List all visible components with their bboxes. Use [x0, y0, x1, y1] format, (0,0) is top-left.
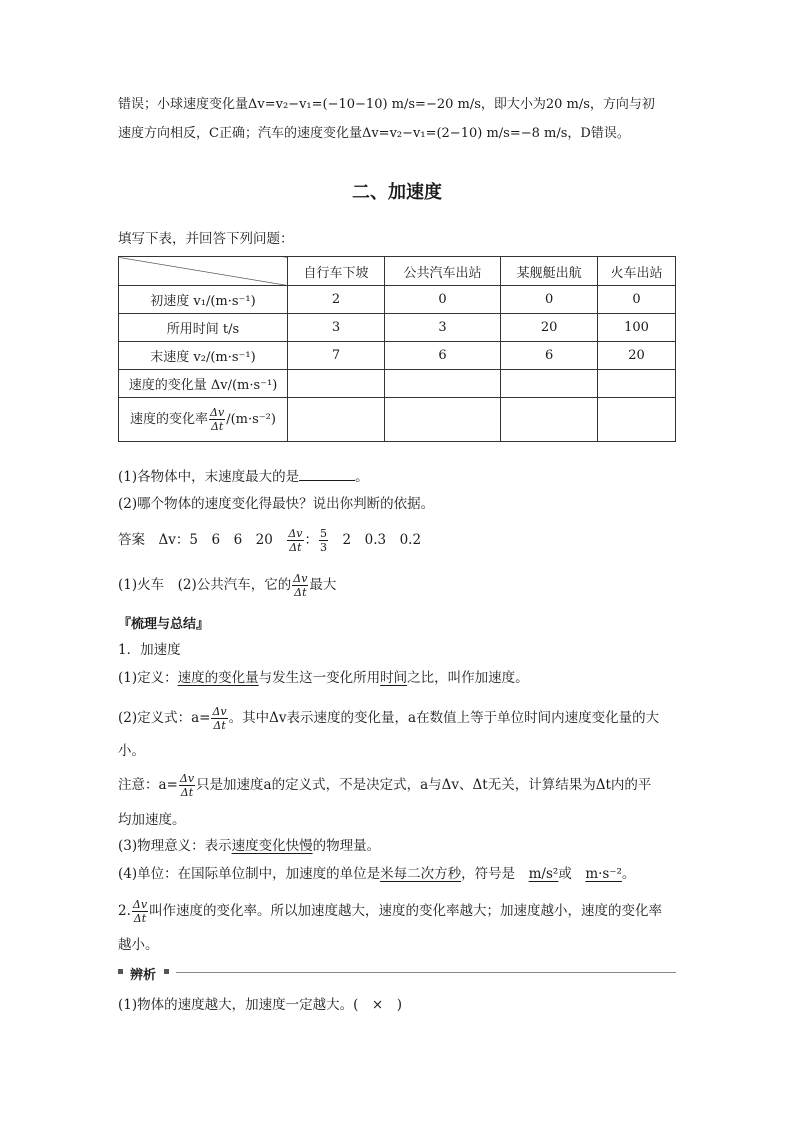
- divider: [176, 972, 676, 973]
- answer-line-2: [118, 570, 336, 600]
- table-cell: 3: [385, 314, 501, 342]
- fraction: [319, 528, 328, 553]
- underlined-term: 时间: [380, 670, 408, 686]
- table-cell: 2: [288, 286, 385, 314]
- formula-continuation: 小。: [118, 743, 145, 759]
- question-1: [118, 466, 369, 487]
- table-cell: [598, 370, 676, 398]
- column-header: 某舰艇出航: [501, 257, 598, 286]
- fraction-numerator: 5: [320, 527, 328, 540]
- item-2-suffix: 叫作速度的变化率。所以加速度越大，速度的变化率越大；加速度越小，速度的变化率: [149, 903, 663, 919]
- table-row: [119, 398, 676, 442]
- fraction-numerator: Δv: [210, 406, 225, 419]
- meaning-suffix: 的物理量。: [312, 838, 381, 854]
- table-cell: [598, 398, 676, 442]
- fraction: [287, 528, 303, 553]
- table-cell: 100: [598, 314, 676, 342]
- answer-dv-values: 5 6 6 20: [189, 532, 273, 548]
- unit-line: [118, 864, 635, 884]
- answer-label: 答案: [118, 532, 145, 548]
- note-suffix: 只是加速度a的定义式，不是决定式，a与Δv、Δt无关，计算结果为Δt内的平: [196, 777, 652, 793]
- table-cell: 6: [501, 342, 598, 370]
- item-2-continuation: 越小。: [118, 937, 159, 953]
- row-label: [119, 398, 288, 442]
- table-cell: 7: [288, 342, 385, 370]
- fraction-denominator: Δt: [210, 420, 224, 433]
- note-continuation: 均加速度。: [118, 812, 186, 828]
- analysis-label: 辨析: [130, 968, 157, 983]
- unit-mid: ，符号是: [461, 866, 516, 882]
- answer-dv-label: Δv：: [158, 532, 190, 548]
- question-1-end: 。: [355, 469, 369, 485]
- fraction: [132, 899, 148, 924]
- paragraph-line: 速度方向相反，C正确；汽车的速度变化量Δv=v₂−v₁=(2−10) m/s=−8 m/s，D错误。: [118, 126, 630, 141]
- answer-2-text: (1)火车 (2)公共汽车，它的: [118, 577, 292, 593]
- table-cell: [385, 398, 501, 442]
- definition-line: [118, 668, 529, 688]
- meaning-prefix: (3)物理意义：表示: [118, 838, 232, 854]
- definition-suffix: 之比，叫作加速度。: [407, 670, 529, 686]
- definition-mid: 与发生这一变化所用: [258, 670, 381, 686]
- fraction-numerator: Δv: [212, 705, 227, 718]
- fraction: [211, 706, 227, 731]
- unit-end: 。: [621, 866, 636, 882]
- table-cell: 0: [385, 286, 501, 314]
- table-row: [119, 314, 676, 342]
- table-row: [119, 286, 676, 314]
- formula-line: [118, 703, 659, 733]
- row-label: 初速度 v₁/(m·s⁻¹): [119, 286, 288, 314]
- summary-item-1: 1．加速度: [118, 642, 181, 658]
- summary-item-2: [118, 896, 662, 926]
- underlined-term: 速度变化快慢: [231, 838, 313, 854]
- row-label-prefix: 速度的变化率: [130, 412, 209, 427]
- question-1-text: (1)各物体中，末速度最大的是: [118, 469, 300, 485]
- row-label-suffix: /(m·s⁻²): [226, 412, 276, 427]
- answer-colon: ：: [304, 532, 319, 548]
- analysis-header: [118, 964, 676, 982]
- formula-suffix: 。其中Δv表示速度的变化量，a在数值上等于单位时间内速度变化量的大: [228, 710, 660, 726]
- paragraph-line: 错误；小球速度变化量Δv=v₂−v₁=(−10−10) m/s=−20 m/s，即大小为20 m/s，方向与初: [118, 97, 655, 112]
- definition-prefix: (1)定义：: [118, 670, 178, 686]
- table-cell: 20: [501, 314, 598, 342]
- table-row: [119, 342, 676, 370]
- analysis-question-1: (1)物体的速度越大，加速度一定越大。( × ): [118, 997, 402, 1013]
- answer-line: [118, 525, 421, 555]
- table-cell: 6: [385, 342, 501, 370]
- fraction-denominator: Δt: [133, 912, 147, 925]
- fraction: [209, 407, 225, 432]
- table-cell: [288, 370, 385, 398]
- unit-or: 或: [558, 866, 572, 882]
- table-header-row: [119, 257, 676, 286]
- column-header: 自行车下坡: [288, 257, 385, 286]
- table-row: [119, 370, 676, 398]
- table-intro: 填写下表，并回答下列问题：: [118, 231, 294, 247]
- fraction-denominator: Δt: [289, 541, 302, 554]
- unit-symbol: m/s²: [528, 866, 559, 882]
- fraction-denominator: Δt: [294, 586, 307, 599]
- unit-symbol: m·s⁻²: [585, 866, 622, 882]
- table-cell: 0: [598, 286, 676, 314]
- table-cell: [385, 370, 501, 398]
- section-title: 二、加速度: [352, 182, 442, 203]
- table-cell: 0: [501, 286, 598, 314]
- table-corner-cell: [119, 257, 288, 286]
- square-bullet-icon: [164, 969, 169, 974]
- meaning-line: [118, 836, 380, 856]
- fraction-numerator: Δv: [179, 772, 195, 785]
- column-header: 公共汽车出站: [385, 257, 501, 286]
- summary-tag: 『梳理与总结』: [118, 617, 210, 632]
- row-label: 所用时间 t/s: [119, 314, 288, 342]
- row-label: 末速度 v₂/(m·s⁻¹): [119, 342, 288, 370]
- fraction-numerator: Δv: [288, 527, 303, 540]
- fraction-denominator: 3: [320, 541, 328, 554]
- table-cell: 3: [288, 314, 385, 342]
- fraction-numerator: Δv: [132, 898, 148, 911]
- fraction-numerator: Δv: [293, 572, 308, 585]
- table-cell: [501, 370, 598, 398]
- data-table: [118, 256, 676, 442]
- table-cell: [288, 398, 385, 442]
- answer-blank[interactable]: [299, 466, 355, 481]
- answer-2-end: 最大: [309, 577, 337, 593]
- square-bullet-icon: [118, 969, 123, 974]
- formula-prefix: (2)定义式：a=: [118, 710, 211, 726]
- row-label: 速度的变化量 Δv/(m·s⁻¹): [119, 370, 288, 398]
- unit-prefix: (4)单位：在国际单位制中，加速度的单位是: [118, 866, 381, 882]
- note-prefix: 注意：a=: [118, 777, 178, 793]
- fraction-denominator: Δt: [213, 719, 226, 732]
- underlined-term: 速度的变化量: [177, 670, 259, 686]
- item-2-prefix: 2.: [118, 903, 131, 919]
- answer-rate-values: 2 0.3 0.2: [342, 532, 422, 548]
- column-header: 火车出站: [598, 257, 676, 286]
- question-2: (2)哪个物体的速度变化得最快？说出你判断的依据。: [118, 496, 435, 512]
- fraction-denominator: Δt: [180, 786, 194, 799]
- note-line: [118, 770, 651, 800]
- underlined-term: 米每二次方秒: [380, 866, 462, 882]
- table-cell: 20: [598, 342, 676, 370]
- table-cell: [501, 398, 598, 442]
- fraction: [179, 773, 195, 798]
- fraction: [292, 573, 308, 598]
